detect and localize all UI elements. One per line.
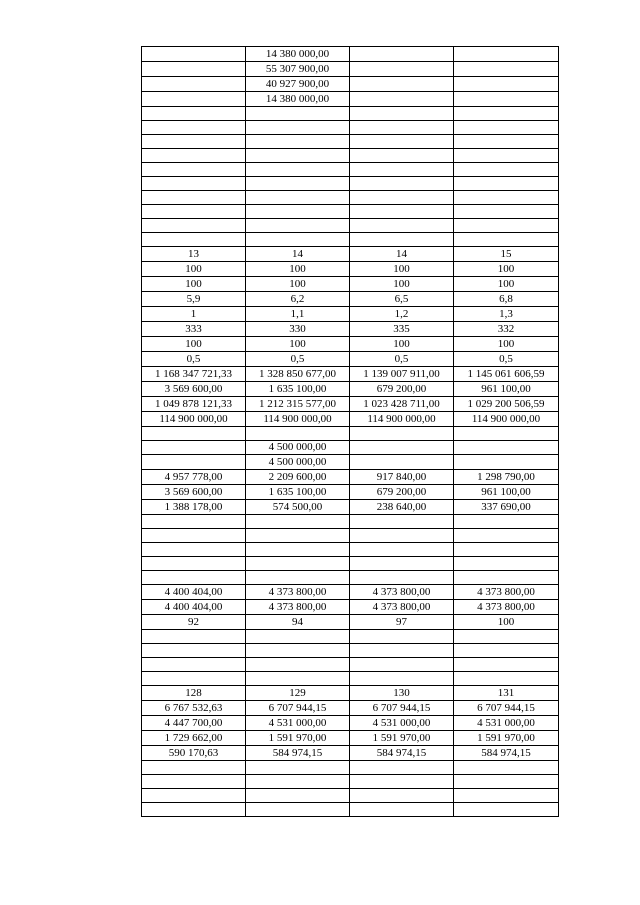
table-cell: 1 212 315 577,00 — [246, 397, 350, 412]
table-cell — [454, 789, 559, 803]
table-cell — [350, 543, 454, 557]
table-cell — [142, 658, 246, 672]
table-cell: 4 531 000,00 — [246, 716, 350, 731]
table-cell: 1 145 061 606,59 — [454, 367, 559, 382]
data-table-body — [142, 47, 559, 817]
table-cell: 100 — [142, 277, 246, 292]
table-cell: 1,3 — [454, 307, 559, 322]
table-cell — [142, 529, 246, 543]
table-cell: 1 049 878 121,33 — [142, 397, 246, 412]
table-cell: 130 — [350, 686, 454, 701]
table-cell — [350, 163, 454, 177]
table-cell — [246, 672, 350, 686]
table-cell: 1 591 970,00 — [454, 731, 559, 746]
table-cell — [350, 658, 454, 672]
table-cell: 2 209 600,00 — [246, 470, 350, 485]
table-cell — [246, 219, 350, 233]
table-cell: 584 974,15 — [350, 746, 454, 761]
table-cell: 114 900 000,00 — [454, 412, 559, 427]
table-row — [142, 205, 559, 219]
table-row — [142, 686, 559, 701]
table-cell — [350, 77, 454, 92]
table-cell — [454, 191, 559, 205]
table-cell — [246, 658, 350, 672]
table-cell — [454, 775, 559, 789]
table-cell: 4 957 778,00 — [142, 470, 246, 485]
table-cell — [350, 789, 454, 803]
table-cell: 1,2 — [350, 307, 454, 322]
table-cell — [350, 644, 454, 658]
table-cell: 6 707 944,15 — [454, 701, 559, 716]
table-cell: 1 729 662,00 — [142, 731, 246, 746]
table-cell — [454, 205, 559, 219]
table-cell — [454, 571, 559, 585]
table-cell — [246, 121, 350, 135]
table-cell: 4 373 800,00 — [350, 600, 454, 615]
table-cell: 4 531 000,00 — [350, 716, 454, 731]
table-cell: 114 900 000,00 — [246, 412, 350, 427]
table-cell: 584 974,15 — [246, 746, 350, 761]
table-cell — [246, 163, 350, 177]
table-cell — [350, 803, 454, 817]
table-cell — [454, 543, 559, 557]
table-cell: 4 531 000,00 — [454, 716, 559, 731]
table-cell — [454, 427, 559, 441]
table-cell — [142, 191, 246, 205]
table-cell — [350, 92, 454, 107]
table-cell — [246, 135, 350, 149]
table-cell — [350, 149, 454, 163]
table-cell: 94 — [246, 615, 350, 630]
table-cell — [350, 47, 454, 62]
table-row — [142, 731, 559, 746]
table-cell — [454, 47, 559, 62]
table-cell: 5,9 — [142, 292, 246, 307]
table-cell — [142, 571, 246, 585]
table-cell: 4 400 404,00 — [142, 600, 246, 615]
table-row — [142, 163, 559, 177]
table-cell — [142, 803, 246, 817]
table-cell: 0,5 — [142, 352, 246, 367]
table-cell: 0,5 — [246, 352, 350, 367]
table-cell: 100 — [142, 337, 246, 352]
table-row — [142, 600, 559, 615]
table-cell: 1 — [142, 307, 246, 322]
table-row — [142, 427, 559, 441]
table-cell — [142, 205, 246, 219]
table-row — [142, 716, 559, 731]
table-cell — [350, 177, 454, 191]
table-cell — [142, 672, 246, 686]
table-row — [142, 322, 559, 337]
table-cell — [454, 92, 559, 107]
table-cell: 4 500 000,00 — [246, 455, 350, 470]
table-cell: 584 974,15 — [454, 746, 559, 761]
table-row — [142, 397, 559, 412]
table-cell: 0,5 — [350, 352, 454, 367]
table-cell — [142, 761, 246, 775]
table-cell — [350, 529, 454, 543]
table-cell — [246, 761, 350, 775]
table-cell: 590 170,63 — [142, 746, 246, 761]
table-cell — [142, 177, 246, 191]
table-row — [142, 382, 559, 397]
table-row — [142, 470, 559, 485]
table-cell — [246, 515, 350, 529]
table-cell — [454, 455, 559, 470]
table-cell — [350, 191, 454, 205]
table-row — [142, 571, 559, 585]
table-cell — [142, 557, 246, 571]
table-row — [142, 262, 559, 277]
table-cell — [142, 630, 246, 644]
table-cell: 1 029 200 506,59 — [454, 397, 559, 412]
table-cell: 14 380 000,00 — [246, 47, 350, 62]
table-cell — [350, 107, 454, 121]
table-row — [142, 233, 559, 247]
table-cell — [350, 233, 454, 247]
table-cell: 40 927 900,00 — [246, 77, 350, 92]
table-cell: 4 373 800,00 — [246, 600, 350, 615]
table-row — [142, 307, 559, 322]
table-cell: 100 — [454, 262, 559, 277]
table-cell — [454, 672, 559, 686]
table-cell — [142, 77, 246, 92]
table-cell — [246, 191, 350, 205]
table-row — [142, 47, 559, 62]
table-cell — [350, 672, 454, 686]
table-row — [142, 485, 559, 500]
table-cell: 6 707 944,15 — [246, 701, 350, 716]
table-cell: 114 900 000,00 — [142, 412, 246, 427]
table-cell — [142, 441, 246, 455]
table-cell — [350, 427, 454, 441]
table-row — [142, 658, 559, 672]
table-cell: 679 200,00 — [350, 382, 454, 397]
table-cell: 114 900 000,00 — [350, 412, 454, 427]
table-cell — [246, 529, 350, 543]
table-cell: 4 400 404,00 — [142, 585, 246, 600]
table-cell — [454, 557, 559, 571]
table-cell: 6 707 944,15 — [350, 701, 454, 716]
table-cell: 1 635 100,00 — [246, 485, 350, 500]
table-cell — [454, 441, 559, 455]
table-cell — [454, 233, 559, 247]
table-cell — [350, 62, 454, 77]
table-cell: 100 — [350, 277, 454, 292]
table-cell: 55 307 900,00 — [246, 62, 350, 77]
table-cell — [246, 149, 350, 163]
table-cell — [454, 658, 559, 672]
table-row — [142, 191, 559, 205]
table-cell: 917 840,00 — [350, 470, 454, 485]
table-cell — [454, 630, 559, 644]
table-cell: 333 — [142, 322, 246, 337]
table-cell: 100 — [246, 262, 350, 277]
table-cell — [246, 107, 350, 121]
table-cell: 1 168 347 721,33 — [142, 367, 246, 382]
table-cell — [454, 135, 559, 149]
table-cell — [454, 121, 559, 135]
table-cell — [454, 515, 559, 529]
table-cell — [454, 219, 559, 233]
table-row — [142, 455, 559, 470]
table-cell: 14 — [246, 247, 350, 262]
table-row — [142, 557, 559, 571]
table-row — [142, 219, 559, 233]
table-cell: 6,5 — [350, 292, 454, 307]
table-cell: 13 — [142, 247, 246, 262]
table-cell: 100 — [246, 277, 350, 292]
table-cell: 100 — [350, 337, 454, 352]
table-cell — [142, 775, 246, 789]
table-cell: 0,5 — [454, 352, 559, 367]
table-cell — [454, 761, 559, 775]
table-row — [142, 247, 559, 262]
table-cell — [246, 803, 350, 817]
table-row — [142, 121, 559, 135]
table-cell — [142, 543, 246, 557]
table-row — [142, 803, 559, 817]
table-cell — [246, 557, 350, 571]
table-cell: 100 — [454, 615, 559, 630]
table-row — [142, 789, 559, 803]
table-cell: 6,8 — [454, 292, 559, 307]
table-cell — [454, 163, 559, 177]
table-cell: 100 — [454, 277, 559, 292]
table-cell: 14 380 000,00 — [246, 92, 350, 107]
table-cell: 97 — [350, 615, 454, 630]
table-cell — [142, 149, 246, 163]
table-cell — [142, 789, 246, 803]
table-row — [142, 62, 559, 77]
table-row — [142, 615, 559, 630]
table-row — [142, 515, 559, 529]
table-cell: 129 — [246, 686, 350, 701]
table-cell: 100 — [246, 337, 350, 352]
table-cell: 1,1 — [246, 307, 350, 322]
table-row — [142, 585, 559, 600]
table-cell — [246, 789, 350, 803]
table-row — [142, 277, 559, 292]
table-row — [142, 135, 559, 149]
table-cell — [246, 775, 350, 789]
table-cell: 1 139 007 911,00 — [350, 367, 454, 382]
table-cell — [350, 135, 454, 149]
table-row — [142, 441, 559, 455]
table-row — [142, 107, 559, 121]
table-cell: 1 023 428 711,00 — [350, 397, 454, 412]
table-cell: 4 447 700,00 — [142, 716, 246, 731]
table-cell — [246, 630, 350, 644]
table-cell: 14 — [350, 247, 454, 262]
table-cell: 15 — [454, 247, 559, 262]
table-cell: 100 — [454, 337, 559, 352]
table-cell: 1 328 850 677,00 — [246, 367, 350, 382]
table-row — [142, 292, 559, 307]
table-cell — [246, 644, 350, 658]
table-row — [142, 149, 559, 163]
table-cell — [246, 205, 350, 219]
table-cell — [454, 177, 559, 191]
data-table — [141, 46, 559, 817]
table-cell: 100 — [142, 262, 246, 277]
table-cell: 679 200,00 — [350, 485, 454, 500]
table-cell: 961 100,00 — [454, 485, 559, 500]
table-row — [142, 644, 559, 658]
table-cell: 4 373 800,00 — [246, 585, 350, 600]
table-cell — [142, 219, 246, 233]
table-cell: 961 100,00 — [454, 382, 559, 397]
table-cell — [454, 803, 559, 817]
table-cell — [142, 135, 246, 149]
table-cell — [350, 455, 454, 470]
table-cell — [142, 107, 246, 121]
table-cell: 330 — [246, 322, 350, 337]
table-cell — [350, 441, 454, 455]
table-cell: 574 500,00 — [246, 500, 350, 515]
table-cell — [246, 543, 350, 557]
table-cell — [142, 121, 246, 135]
table-cell: 131 — [454, 686, 559, 701]
table-cell — [454, 529, 559, 543]
table-cell — [350, 557, 454, 571]
table-row — [142, 746, 559, 761]
table-row — [142, 543, 559, 557]
table-cell: 6 767 532,63 — [142, 701, 246, 716]
table-row — [142, 701, 559, 716]
table-cell: 1 635 100,00 — [246, 382, 350, 397]
table-cell — [142, 92, 246, 107]
table-cell — [454, 62, 559, 77]
table-row — [142, 775, 559, 789]
table-cell: 1 591 970,00 — [246, 731, 350, 746]
table-cell: 92 — [142, 615, 246, 630]
table-cell: 3 569 600,00 — [142, 382, 246, 397]
table-cell: 1 591 970,00 — [350, 731, 454, 746]
table-cell — [142, 62, 246, 77]
table-cell: 335 — [350, 322, 454, 337]
table-cell — [350, 630, 454, 644]
table-cell: 4 373 800,00 — [350, 585, 454, 600]
table-cell: 1 388 178,00 — [142, 500, 246, 515]
table-row — [142, 761, 559, 775]
table-row — [142, 352, 559, 367]
table-row — [142, 337, 559, 352]
table-row — [142, 367, 559, 382]
table-cell — [350, 219, 454, 233]
table-cell: 6,2 — [246, 292, 350, 307]
table-row — [142, 672, 559, 686]
table-cell — [142, 515, 246, 529]
table-cell — [350, 775, 454, 789]
table-cell: 4 500 000,00 — [246, 441, 350, 455]
table-cell: 100 — [350, 262, 454, 277]
table-cell: 332 — [454, 322, 559, 337]
table-row — [142, 630, 559, 644]
table-cell: 3 569 600,00 — [142, 485, 246, 500]
table-cell — [246, 177, 350, 191]
table-cell — [142, 644, 246, 658]
table-cell — [454, 644, 559, 658]
table-cell: 1 298 790,00 — [454, 470, 559, 485]
table-cell: 238 640,00 — [350, 500, 454, 515]
table-cell — [350, 121, 454, 135]
table-row — [142, 500, 559, 515]
table-cell — [142, 47, 246, 62]
table-cell — [454, 107, 559, 121]
table-cell: 4 373 800,00 — [454, 600, 559, 615]
table-cell — [142, 233, 246, 247]
table-cell — [350, 761, 454, 775]
table-row — [142, 77, 559, 92]
table-row — [142, 529, 559, 543]
table-cell — [246, 571, 350, 585]
table-cell — [142, 163, 246, 177]
table-row — [142, 412, 559, 427]
table-cell — [454, 77, 559, 92]
table-cell — [350, 205, 454, 219]
table-cell: 337 690,00 — [454, 500, 559, 515]
table-cell — [350, 515, 454, 529]
table-cell: 4 373 800,00 — [454, 585, 559, 600]
table-cell — [142, 455, 246, 470]
table-cell — [246, 233, 350, 247]
table-cell — [142, 427, 246, 441]
table-cell — [454, 149, 559, 163]
table-row — [142, 177, 559, 191]
table-cell: 128 — [142, 686, 246, 701]
table-row — [142, 92, 559, 107]
table-cell — [246, 427, 350, 441]
table-cell — [350, 571, 454, 585]
